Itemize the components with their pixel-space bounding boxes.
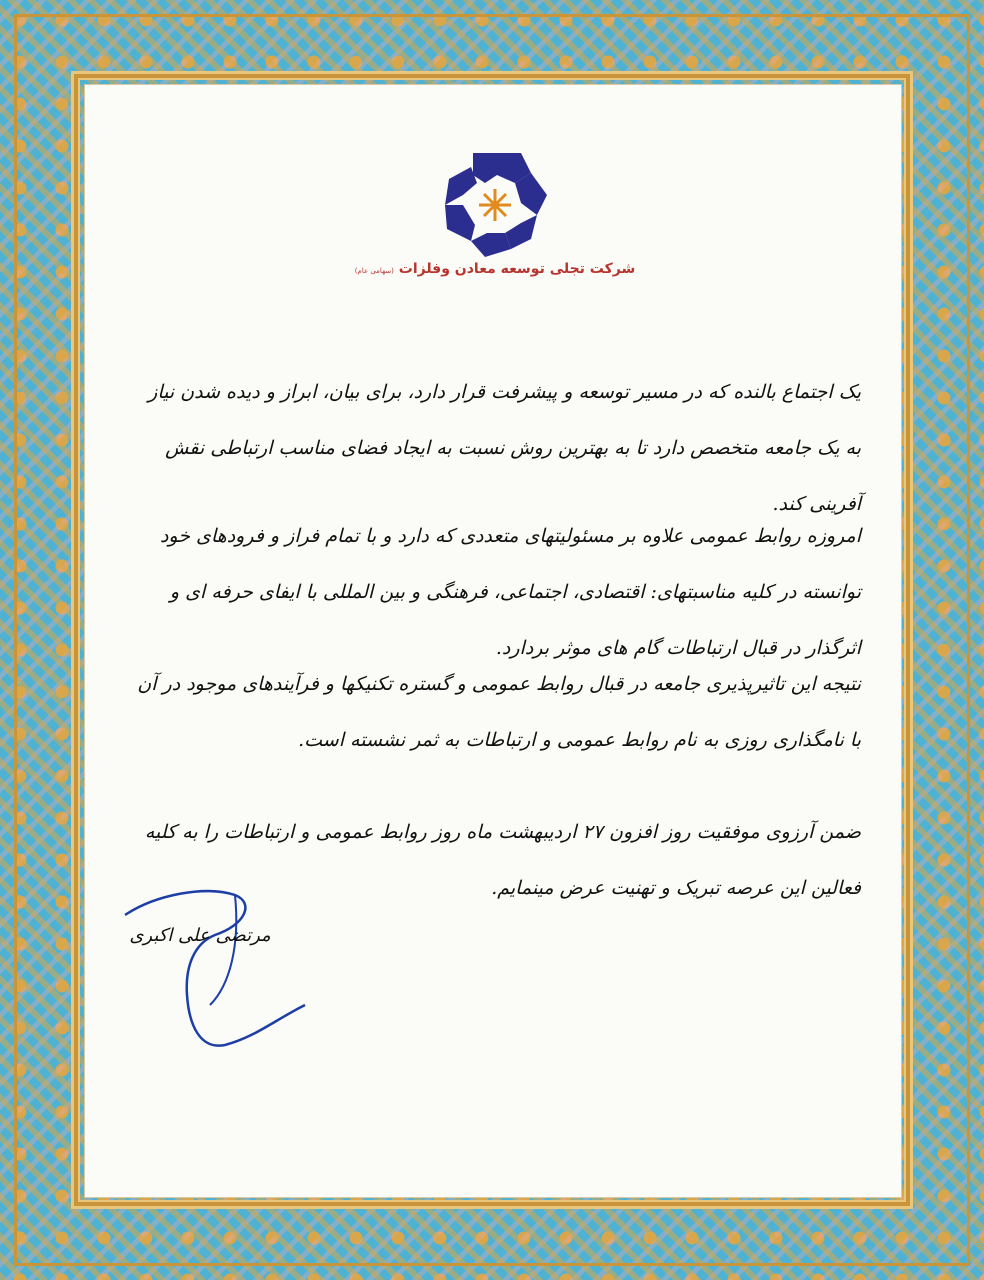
paragraph-3: نتیجه این تاثیرپذیری جامعه در قبال روابط عمومی و گستره تکنیکها و فرآیندهای موجود در آن با نامگذاری روزی به نام روابط عمومی و ارتباطات به ثمر نشسته است.	[137, 673, 861, 751]
company-suffix: (سهامی عام)	[354, 267, 394, 275]
paragraph-2: امروزه روابط عمومی علاوه بر مسئولیتهای متعددی که دارد و با تمام فراز و فرودهای خود توانسته در کلیه مناسبتهای: اقتصادی، اجتماعی، فرهنگی و بین المللی با ایفای حرفه ای و اثرگذار در قبال ارتباطات گام های موثر بردارد.	[159, 525, 861, 659]
company-name	[285, 261, 705, 277]
handwritten-signature	[115, 885, 315, 1065]
paragraph-4: ضمن آرزوی موفقیت روز افزون ۲۷ اردیبهشت ماه روز روابط عمومی و ارتباطات را به کلیه فعالین این عرصه تبریک و تهنیت عرض مینمایم.	[144, 821, 861, 899]
paragraph-1: یک اجتماع بالنده که در مسیر توسعه و پیشرفت قرار دارد، برای بیان، ابراز و دیده شدن نیاز به یک جامعه متخصص دارد تا به بهترین روش نسبت به ایجاد فضای مناسب ارتباطی نقش آفرینی کند.	[148, 381, 861, 515]
signatory-name: مرتضی علی اکبری	[129, 925, 271, 946]
company-name-text: شرکت تجلی توسعه معادن وفلزات	[398, 261, 636, 277]
letter-page	[84, 84, 902, 1198]
company-logo-icon	[435, 145, 555, 265]
